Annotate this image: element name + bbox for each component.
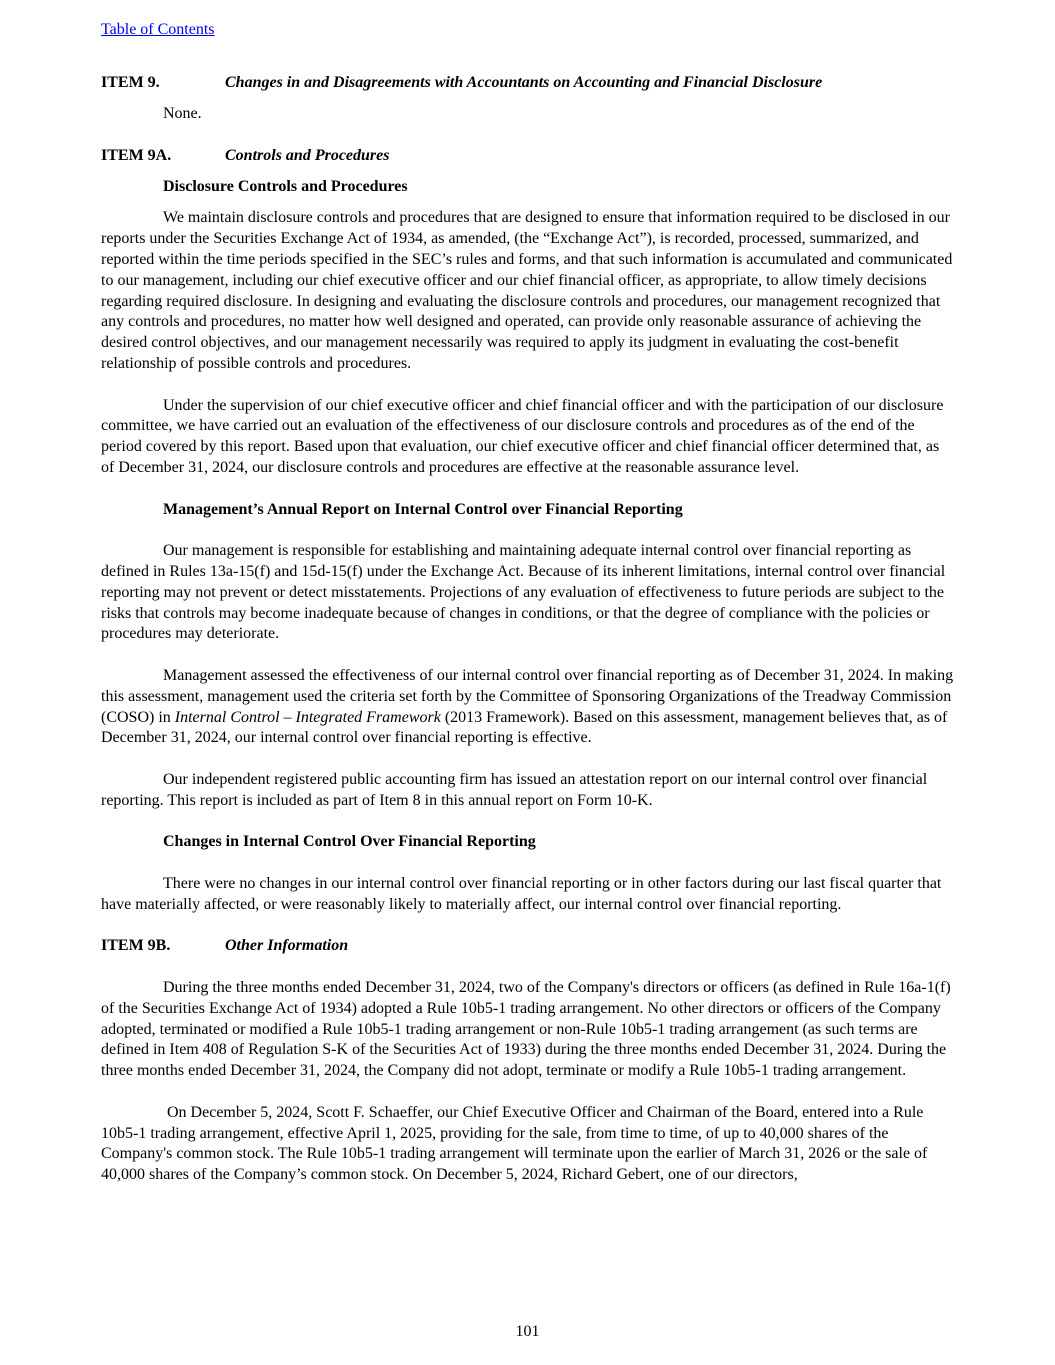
table-of-contents-link[interactable]: Table of Contents bbox=[101, 21, 215, 38]
item-title: Controls and Procedures bbox=[225, 146, 390, 164]
paragraph: We maintain disclosure controls and procedures that are designed to ensure that information required to be disclosed in our reports under the Securities Exchange Act of 1934, as amended, (the “Exchange Act”), is recorded, processed, summarized, and reported within the time periods specified in the SEC’s rules and forms, and that such information is accumulated and communicated to our management, including our chief executive officer and our chief financial officer, as appropriate, to allow timely decisions regarding required disclosure. In designing and evaluating the disclosure controls and procedures, our management recognized that any controls and procedures, no matter how well designed and operated, can provide only reasonable assurance of achieving the desired control objectives, and our management necessarily was required to apply its judgment in evaluating the cost-benefit relationship of possible controls and procedures. bbox=[101, 209, 953, 373]
item-title: Changes in and Disagreements with Accountants on Accounting and Financial Disclosure bbox=[225, 74, 823, 91]
paragraph bbox=[101, 666, 954, 749]
framework-title: Internal Control – Integrated Framework bbox=[174, 708, 441, 726]
item-9-heading bbox=[101, 73, 954, 94]
page-number: 101 bbox=[515, 1323, 540, 1340]
item-number: ITEM 9. bbox=[101, 74, 160, 91]
item-title: Other Information bbox=[225, 937, 349, 955]
paragraph: During the three months ended December 31, 2024, two of the Company's directors or officers (as defined in Rule 16a-1(f) of the Securities Exchange Act of 1934) adopted a Rule 10b5-1 trading arrangement. No other directors or officers of the Company adopted, terminated or modified a Rule 10b5-1 trading arrangement or non-Rule 10b5-1 trading arrangement (as such terms are defined in Item 408 of Regulation S-K of the Securities Act of 1933) during the three months ended December 31, 2024. During the three months ended December 31, 2024, the Company did not adopt, terminate or modify a Rule 10b5-1 trading arrangement. bbox=[101, 978, 951, 1080]
page-content bbox=[101, 73, 954, 1186]
paragraph: On December 5, 2024, Scott F. Schaeffer, our Chief Executive Officer and Chairman of the Board, entered into a Rule 10b5-1 trading arrangement, effective April 1, 2025, providing for the sale, from time to time, of up to 40,000 shares of the Company's common stock. The Rule 10b5-1 trading arrangement will terminate upon the earlier of March 31, 2026 or the sale of 40,000 shares of the Company’s common stock. On December 5, 2024, Richard Gebert, one of our directors, bbox=[101, 1103, 932, 1184]
item-9-body: None. bbox=[163, 105, 202, 123]
item-number: ITEM 9A. bbox=[101, 146, 172, 164]
section-heading: Changes in Internal Control Over Financial Reporting bbox=[163, 833, 536, 851]
item-9a-heading bbox=[101, 146, 954, 167]
paragraph: Our independent registered public accounting firm has issued an attestation report on our internal control over financial reporting. This report is included as part of Item 8 in this annual report on Form 10-K. bbox=[101, 771, 928, 809]
paragraph: Under the supervision of our chief executive officer and chief financial officer and with the participation of our disclosure committee, we have carried out an evaluation of the effectiveness of our disclosure controls and procedures as of the end of the period covered by this report. Based upon that evaluation, our chief executive officer and chief financial officer determined that, as of December 31, 2024, our disclosure controls and procedures are effective at the reasonable assurance level. bbox=[101, 396, 944, 477]
paragraph-text: Management assessed the effectiveness of our internal control over financial reporting as of December 31, 2024. In making this assessment, management used the criteria set forth by the Committee of Sponsoring Organizations of the Treadway Commission (COSO) in bbox=[101, 667, 954, 726]
section-heading: Disclosure Controls and Procedures bbox=[163, 178, 408, 196]
item-number: ITEM 9B. bbox=[101, 937, 171, 955]
paragraph-text: (2013 Framework). Based on this assessment, management believes that, as of December 31, 2024, our internal control over financial reporting is effective. bbox=[101, 708, 948, 747]
item-9b-heading bbox=[101, 936, 954, 957]
paragraph: There were no changes in our internal control over financial reporting or in other factors during our last fiscal quarter that have materially affected, or were reasonably likely to materially affect, our internal control over financial reporting. bbox=[101, 874, 942, 913]
section-heading: Management’s Annual Report on Internal Control over Financial Reporting bbox=[163, 500, 683, 518]
paragraph: Our management is responsible for establishing and maintaining adequate internal control over financial reporting as defined in Rules 13a-15(f) and 15d-15(f) under the Exchange Act. Because of its inherent limitations, internal control over financial reporting may not prevent or detect misstatements. Projections of any evaluation of effectiveness to future periods are subject to the risks that controls may become inadequate because of changes in conditions, or that the degree of compliance with the policies or procedures may deteriorate. bbox=[101, 542, 946, 643]
